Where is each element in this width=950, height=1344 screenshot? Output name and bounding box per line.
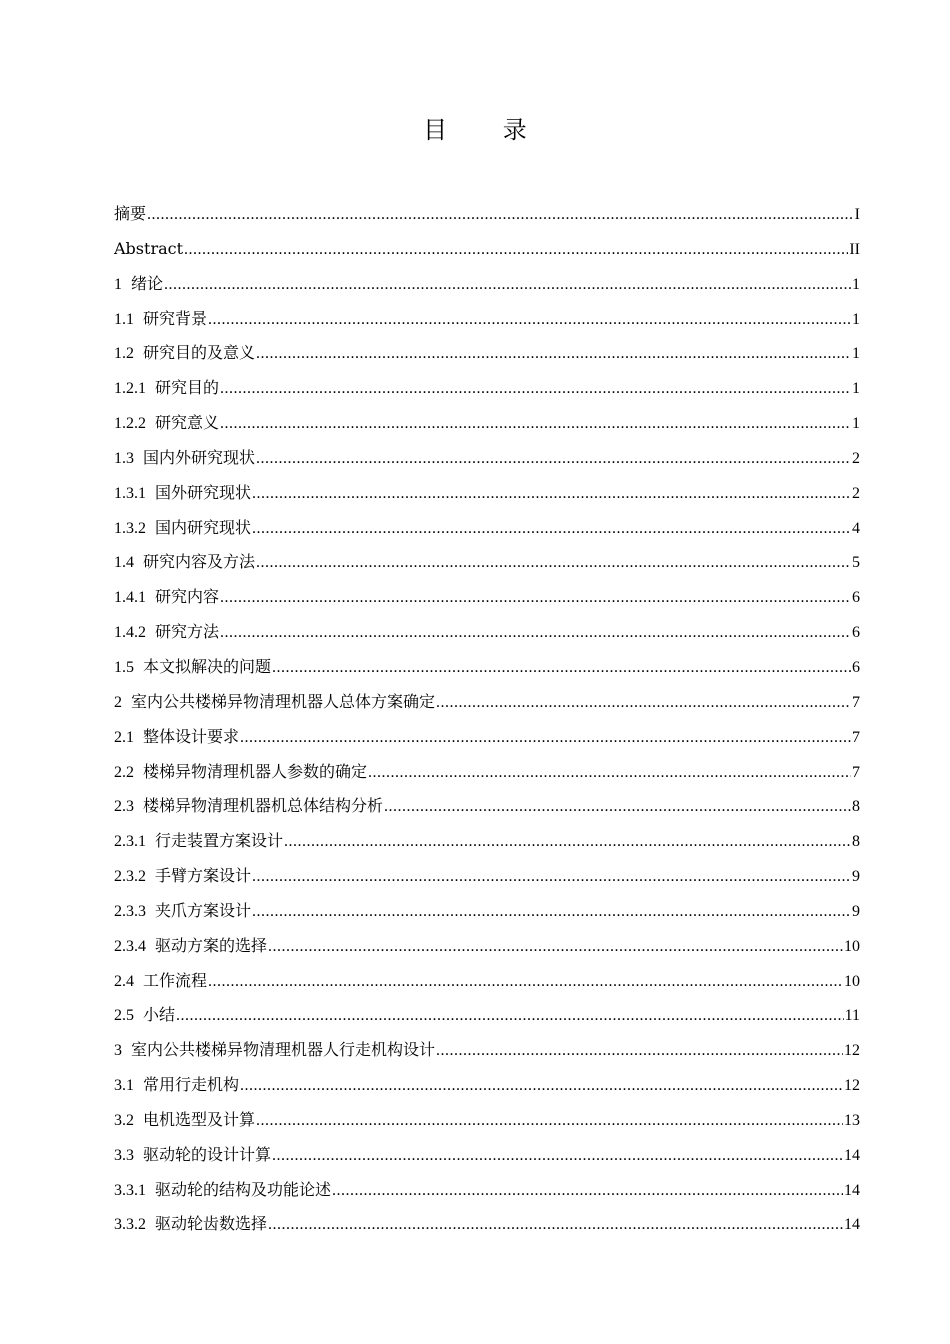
toc-entry[interactable] [114, 197, 860, 232]
toc-entry[interactable] [114, 476, 860, 511]
toc-entry-number: 2.4 [114, 972, 134, 990]
toc-page-number: 1 [852, 310, 860, 328]
toc-page-number: 14 [844, 1216, 860, 1234]
toc-dot-leader [220, 372, 851, 407]
toc-entry-label: 研究内容及方法 [143, 552, 256, 572]
toc-page-number: 8 [852, 833, 860, 851]
toc-entry-text [114, 720, 239, 756]
toc-entry-text [114, 1207, 267, 1243]
toc-dot-leader [240, 1069, 843, 1104]
toc-page-number: 7 [852, 728, 860, 746]
toc-entry-number: 2.3.4 [114, 937, 146, 955]
toc-entry[interactable] [114, 1033, 860, 1068]
toc-entry[interactable] [114, 545, 860, 580]
toc-page-number: 10 [844, 937, 860, 955]
toc-entry[interactable] [114, 441, 860, 476]
toc-entry-text [114, 1138, 271, 1174]
toc-entry-label: 常用行走机构 [143, 1075, 240, 1095]
toc-entry[interactable] [114, 1173, 860, 1208]
toc-entry[interactable] [114, 964, 860, 999]
toc-entry-label: 室内公共楼梯异物清理机器人总体方案确定 [131, 691, 436, 711]
toc-entry-label: 研究目的 [155, 378, 220, 398]
toc-entry-label: 研究内容 [155, 587, 220, 607]
toc-page-number: 8 [852, 798, 860, 816]
toc-entry-text [114, 929, 267, 965]
toc-entry-number: 1.4 [114, 554, 134, 572]
toc-entry-text [114, 197, 146, 232]
toc-dot-leader [240, 721, 851, 756]
toc-entry-number: 2 [114, 693, 122, 711]
toc-entry[interactable] [114, 824, 860, 859]
toc-dot-leader [208, 303, 851, 338]
toc-page-number: 14 [844, 1146, 860, 1164]
toc-entry-text [114, 476, 251, 512]
toc-dot-leader [252, 860, 851, 895]
toc-entry-number: 2.3 [114, 798, 134, 816]
toc-entry-text [114, 998, 175, 1034]
toc-entry-number: 1.1 [114, 310, 134, 328]
toc-dot-leader [252, 477, 851, 512]
toc-page-number: I [854, 206, 860, 223]
toc-entry-label: 摘要 [114, 204, 147, 223]
toc-dot-leader [220, 407, 851, 442]
toc-entry-text [114, 302, 207, 338]
toc-dot-leader [164, 268, 851, 303]
toc-page-number: 6 [852, 658, 860, 676]
page-title: 目 录 [423, 116, 551, 144]
toc-entry-number: 3 [114, 1042, 122, 1060]
toc-page-number: 10 [844, 972, 860, 990]
toc-entry-text [114, 894, 251, 930]
toc-entry-text [114, 755, 367, 791]
toc-entry-text [114, 232, 183, 267]
toc-entry-label: 本文拟解决的问题 [143, 656, 272, 676]
table-of-contents [114, 197, 860, 1242]
toc-dot-leader [147, 198, 854, 233]
toc-page-number: 5 [852, 554, 860, 572]
toc-entry-text [114, 406, 219, 442]
toc-page-number: 6 [852, 589, 860, 607]
toc-dot-leader [208, 965, 843, 1000]
toc-page-number: 13 [844, 1111, 860, 1129]
toc-page-number: 11 [844, 1007, 860, 1025]
toc-entry-text [114, 1033, 435, 1069]
toc-entry-label: 工作流程 [143, 970, 208, 990]
toc-entry-label: 驱动方案的选择 [155, 935, 268, 955]
toc-entry-number: 2.2 [114, 763, 134, 781]
toc-entry-label: 研究目的及意义 [143, 343, 256, 363]
toc-entry-number: 2.1 [114, 728, 134, 746]
toc-entry[interactable] [114, 1138, 860, 1173]
toc-dot-leader [256, 337, 851, 372]
toc-entry-number: 3.3 [114, 1146, 134, 1164]
toc-entry-text [114, 580, 219, 616]
toc-entry-number: 3.1 [114, 1077, 134, 1095]
toc-entry-label: 研究背景 [143, 308, 208, 328]
toc-page-number: 1 [852, 380, 860, 398]
toc-entry[interactable] [114, 789, 860, 824]
toc-page-number: 6 [852, 624, 860, 642]
toc-page-number: 2 [852, 484, 860, 502]
toc-page-number: 7 [852, 763, 860, 781]
toc-page-number: 1 [852, 275, 860, 293]
toc-entry-text [114, 650, 271, 686]
toc-entry-number: 2.3.2 [114, 868, 146, 886]
toc-dot-leader [220, 616, 851, 651]
toc-entry[interactable] [114, 302, 860, 337]
toc-entry[interactable] [114, 232, 860, 267]
toc-entry-text [114, 824, 283, 860]
toc-page-number: 1 [852, 415, 860, 433]
toc-entry[interactable] [114, 267, 860, 302]
toc-dot-leader [256, 546, 851, 581]
toc-entry-text [114, 267, 163, 303]
toc-entry[interactable] [114, 1103, 860, 1138]
toc-entry-text [114, 685, 435, 721]
toc-entry[interactable] [114, 511, 860, 546]
toc-entry-text [114, 371, 219, 407]
toc-dot-leader [436, 686, 851, 721]
toc-entry[interactable] [114, 755, 860, 790]
toc-entry[interactable] [114, 859, 860, 894]
toc-entry-number: 3.2 [114, 1111, 134, 1129]
toc-entry-number: 1.2.2 [114, 415, 146, 433]
toc-entry-number: 1.4.2 [114, 624, 146, 642]
toc-entry[interactable] [114, 336, 860, 371]
toc-dot-leader [252, 895, 851, 930]
toc-entry[interactable] [114, 1207, 860, 1242]
toc-entry-number: 3.3.2 [114, 1216, 146, 1234]
toc-entry-number: 3.3.1 [114, 1181, 146, 1199]
toc-entry-number: 1 [114, 275, 122, 293]
toc-page-number: II [849, 240, 860, 258]
toc-entry-text [114, 545, 255, 581]
toc-entry[interactable] [114, 894, 860, 929]
toc-entry-text [114, 511, 251, 547]
toc-dot-leader [436, 1034, 843, 1069]
toc-entry-label: 国外研究现状 [155, 482, 252, 502]
toc-entry-text [114, 789, 383, 825]
toc-entry-number: 1.3.2 [114, 519, 146, 537]
toc-entry-number: 1.4.1 [114, 589, 146, 607]
toc-page-number: 14 [844, 1181, 860, 1199]
toc-entry-number: 1.2.1 [114, 380, 146, 398]
toc-entry[interactable] [114, 685, 860, 720]
toc-entry-text [114, 1173, 331, 1209]
toc-entry-label: 研究意义 [155, 413, 220, 433]
toc-page-number: 12 [844, 1077, 860, 1095]
toc-entry-label: 行走装置方案设计 [155, 831, 284, 851]
toc-dot-leader [252, 512, 851, 547]
toc-dot-leader [256, 442, 851, 477]
toc-dot-leader [256, 1104, 843, 1139]
toc-dot-leader [284, 825, 851, 860]
toc-dot-leader [220, 581, 851, 616]
toc-entry-number: 1.3 [114, 449, 134, 467]
toc-entry-label: 室内公共楼梯异物清理机器人行走机构设计 [131, 1040, 436, 1060]
toc-entry-label: 小结 [143, 1005, 176, 1025]
toc-entry-text [114, 441, 255, 477]
toc-entry-label: 楼梯异物清理机器机总体结构分析 [143, 796, 384, 816]
toc-entry-label: 国内外研究现状 [143, 447, 256, 467]
toc-entry-label: 驱动轮的结构及功能论述 [155, 1179, 332, 1199]
toc-dot-leader [176, 999, 844, 1034]
toc-entry-text [114, 1068, 239, 1104]
toc-dot-leader [272, 1139, 843, 1174]
toc-entry-label: 楼梯异物清理机器人参数的确定 [143, 761, 368, 781]
toc-entry[interactable] [114, 998, 860, 1033]
toc-dot-leader [332, 1174, 843, 1209]
toc-entry-text [114, 615, 219, 651]
toc-entry-number: 2.3.3 [114, 902, 146, 920]
toc-entry[interactable] [114, 615, 860, 650]
toc-entry[interactable] [114, 406, 860, 441]
toc-page-number: 7 [852, 693, 860, 711]
toc-entry-text [114, 1103, 255, 1139]
toc-dot-leader [268, 930, 843, 965]
toc-entry-label: 驱动轮的设计计算 [143, 1144, 272, 1164]
toc-entry-text [114, 859, 251, 895]
toc-entry[interactable] [114, 929, 860, 964]
toc-entry[interactable] [114, 650, 860, 685]
toc-entry-number: 1.2 [114, 345, 134, 363]
toc-dot-leader [268, 1208, 843, 1243]
toc-entry-label: 驱动轮齿数选择 [155, 1214, 268, 1234]
toc-entry-text [114, 336, 255, 372]
toc-dot-leader [272, 651, 851, 686]
toc-entry-number: 2.3.1 [114, 833, 146, 851]
toc-dot-leader [184, 233, 848, 268]
toc-entry-label: 手臂方案设计 [155, 866, 252, 886]
toc-page-number: 1 [852, 345, 860, 363]
toc-entry-label: 整体设计要求 [143, 726, 240, 746]
toc-entry-label: 绪论 [131, 273, 164, 293]
toc-entry-number: 1.3.1 [114, 484, 146, 502]
toc-page-number: 12 [844, 1042, 860, 1060]
toc-entry[interactable] [114, 371, 860, 406]
toc-entry-label: 研究方法 [155, 622, 220, 642]
toc-page-number: 9 [852, 902, 860, 920]
toc-page-number: 4 [852, 519, 860, 537]
toc-entry[interactable] [114, 1068, 860, 1103]
toc-entry-text [114, 964, 207, 1000]
toc-page-number: 9 [852, 868, 860, 886]
toc-entry-number: 2.5 [114, 1007, 134, 1025]
toc-entry-number: 1.5 [114, 658, 134, 676]
toc-dot-leader [368, 756, 851, 791]
toc-entry-label: 夹爪方案设计 [155, 900, 252, 920]
toc-entry[interactable] [114, 580, 860, 615]
toc-entry-label: Abstract [114, 238, 184, 258]
toc-page-number: 2 [852, 449, 860, 467]
toc-entry-label: 电机选型及计算 [143, 1109, 256, 1129]
toc-dot-leader [384, 790, 851, 825]
toc-entry[interactable] [114, 720, 860, 755]
toc-entry-label: 国内研究现状 [155, 517, 252, 537]
